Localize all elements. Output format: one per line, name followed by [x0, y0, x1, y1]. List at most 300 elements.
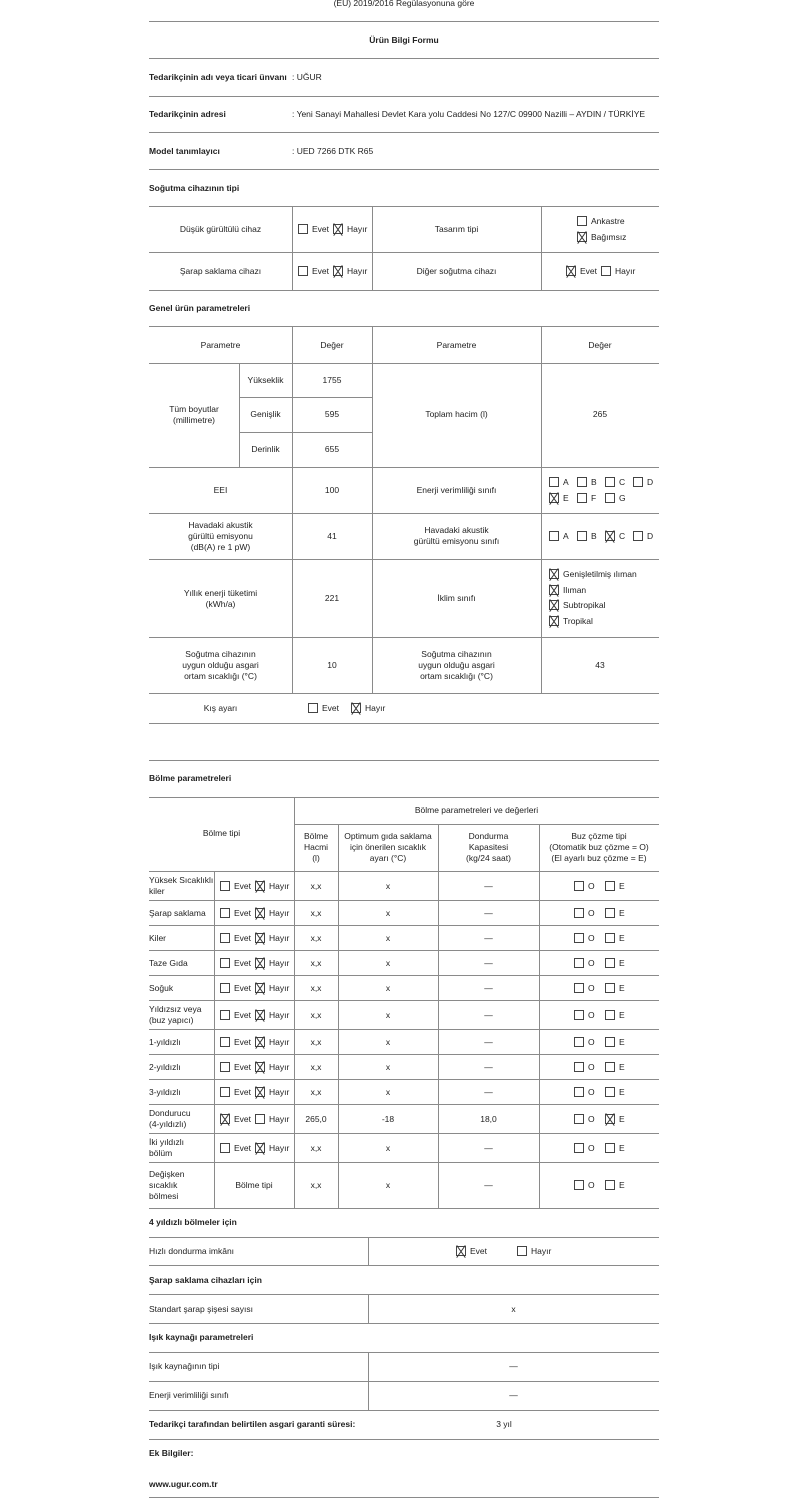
compartment-no-checkbox[interactable]	[255, 881, 265, 891]
defrost-auto-label: O	[588, 1037, 595, 1047]
freestanding-checkbox[interactable]	[577, 232, 587, 242]
annual-energy-label: Yıllık enerji tüketimi	[183, 588, 258, 598]
divider	[149, 363, 659, 364]
class-letter: E	[563, 493, 569, 503]
max-temp-label: uygun olduğu asgari	[418, 660, 495, 670]
no-label: Hayır	[269, 1114, 290, 1124]
compartment-name: Şarap saklama	[149, 908, 206, 918]
max-temp-label: ortam sıcaklığı (°C)	[420, 671, 493, 681]
defrost-manual-checkbox[interactable]	[605, 1087, 615, 1097]
compartment-volume: x,x	[310, 881, 322, 891]
divider	[149, 1162, 659, 1163]
no-label: Hayır	[269, 958, 290, 968]
no-label: Hayır	[615, 266, 636, 276]
defrost-auto-checkbox[interactable]	[574, 1010, 584, 1020]
yes-label: Evet	[234, 1010, 252, 1020]
compartment-freeze-capacity: —	[484, 1143, 493, 1153]
four-star-title: 4 yıldızlı bölmeler için	[149, 1217, 237, 1227]
defrost-manual-checkbox[interactable]	[605, 1062, 615, 1072]
noise-class-label: Havadaki akustik	[424, 525, 489, 535]
col-defrost-header: Buz çözme tipi	[571, 831, 627, 841]
col-volume-header: (l)	[312, 853, 320, 863]
light-class-value: —	[509, 1390, 518, 1400]
defrost-auto-label: O	[588, 1087, 595, 1097]
energy-class-g-checkbox[interactable]	[605, 493, 615, 503]
noise-label: gürültü emisyonu	[188, 531, 253, 541]
class-letter: A	[563, 477, 569, 487]
compartment-yes-checkbox[interactable]	[220, 958, 230, 968]
wine-yes-checkbox[interactable]	[298, 266, 308, 276]
defrost-manual-checkbox[interactable]	[605, 958, 615, 968]
yes-label: Evet	[312, 266, 330, 276]
defrost-auto-label: O	[588, 933, 595, 943]
low-noise-yes-checkbox[interactable]	[298, 224, 308, 234]
compartment-yes-checkbox[interactable]	[220, 1062, 230, 1072]
defrost-auto-checkbox[interactable]	[574, 1114, 584, 1124]
compartment-freeze-capacity: —	[484, 983, 493, 993]
defrost-manual-checkbox[interactable]	[605, 881, 615, 891]
yes-label: Evet	[234, 933, 252, 943]
compartment-yes-checkbox[interactable]	[220, 983, 230, 993]
param-header: Parametre	[436, 340, 477, 350]
noise-class-d-checkbox[interactable]	[633, 531, 643, 541]
yes-label: Evet	[312, 224, 330, 234]
compartment-temp: x	[385, 933, 391, 943]
value-header: Değer	[588, 340, 612, 350]
yes-label: Evet	[470, 1246, 488, 1256]
energy-class-c-checkbox[interactable]	[605, 477, 615, 487]
col-freeze-header: (kg/24 saat)	[466, 853, 511, 863]
total-volume-label: Toplam hacim (l)	[425, 409, 488, 419]
divider	[149, 1352, 659, 1353]
compartment-freeze-capacity: —	[484, 933, 493, 943]
divider	[149, 693, 659, 694]
energy-class-f-checkbox[interactable]	[577, 493, 587, 503]
compartment-volume: x,x	[310, 933, 322, 943]
defrost-auto-checkbox[interactable]	[574, 881, 584, 891]
no-label: Hayır	[365, 703, 386, 713]
defrost-manual-label: E	[619, 958, 625, 968]
yes-label: Evet	[580, 266, 598, 276]
wine-no-checkbox[interactable]	[333, 266, 343, 276]
compartment-no-checkbox[interactable]	[255, 1037, 265, 1047]
climate-temperate-checkbox[interactable]	[549, 585, 559, 595]
divider	[149, 96, 659, 97]
defrost-auto-checkbox[interactable]	[574, 933, 584, 943]
defrost-manual-checkbox[interactable]	[605, 908, 615, 918]
compartment-name: İki yıldızlı	[149, 1137, 184, 1147]
class-letter: D	[647, 531, 654, 541]
model-label: Model tanımlayıcı	[149, 146, 220, 156]
defrost-auto-label: O	[588, 1010, 595, 1020]
depth-value: 655	[324, 444, 340, 454]
compartment-no-checkbox[interactable]	[255, 933, 265, 943]
defrost-manual-label: E	[619, 1180, 625, 1190]
form-title: Ürün Bilgi Formu	[369, 35, 439, 45]
light-class-label: Enerji verimliliği sınıfı	[149, 1390, 229, 1400]
col-defrost-header: (El ayarlı buz çözme = E)	[551, 853, 647, 863]
defrost-manual-checkbox[interactable]	[605, 1180, 615, 1190]
no-label: Hayır	[269, 1037, 290, 1047]
built-in-label: Ankastre	[591, 216, 625, 226]
design-type-label: Tasarım tipi	[434, 224, 479, 234]
compartment-freeze-capacity: —	[484, 1087, 493, 1097]
defrost-auto-label: O	[588, 1062, 595, 1072]
compartment-volume: x,x	[310, 1037, 322, 1047]
winter-setting-label: Kış ayarı	[203, 703, 238, 713]
divider	[149, 1133, 659, 1134]
climate-option-label: Subtropikal	[563, 600, 606, 610]
light-type-label: Işık kaynağının tipi	[149, 1361, 220, 1371]
divider	[149, 1208, 659, 1209]
defrost-auto-checkbox[interactable]	[574, 1143, 584, 1153]
wine-bottles-value: x	[511, 1304, 516, 1314]
compartment-volume: x,x	[310, 1062, 322, 1072]
compartment-no-checkbox[interactable]	[255, 1087, 265, 1097]
regulation-note: (EU) 2019/2016 Regülasyonuna göre	[333, 0, 475, 8]
compartment-temp: x	[385, 1143, 391, 1153]
defrost-manual-checkbox[interactable]	[605, 1010, 615, 1020]
yes-label: Evet	[234, 1037, 252, 1047]
no-label: Hayır	[347, 224, 368, 234]
noise-unit: (dB(A) re 1 pW)	[190, 542, 251, 552]
divider	[149, 1104, 659, 1105]
divider	[149, 326, 659, 327]
compartment-freeze-capacity: —	[484, 908, 493, 918]
min-temp-label: uygun olduğu asgari	[182, 660, 259, 670]
divider	[149, 1237, 659, 1238]
compartment-temp: x	[385, 983, 391, 993]
eei-label: EEI	[213, 485, 228, 495]
divider	[149, 467, 659, 468]
noise-class-label: gürültü emisyonu sınıfı	[413, 536, 500, 546]
energy-class-e-checkbox[interactable]	[549, 493, 559, 503]
defrost-auto-checkbox[interactable]	[574, 1180, 584, 1190]
yes-label: Evet	[234, 1114, 252, 1124]
extra-info-label: Ek Bilgiler:	[149, 1448, 194, 1458]
class-letter: B	[591, 477, 597, 487]
class-letter: C	[619, 477, 626, 487]
compartment-temp: x	[385, 1037, 391, 1047]
climate-option-label: Ilıman	[563, 585, 587, 595]
compartment-type-header: Bölme tipi	[202, 828, 241, 838]
annual-energy-value: 221	[324, 593, 340, 603]
col-temp-header: ayarı (°C)	[369, 853, 407, 863]
fast-freeze-no-checkbox[interactable]	[517, 1246, 527, 1256]
defrost-auto-label: O	[588, 1143, 595, 1153]
divider	[149, 975, 659, 976]
height-value: 1755	[322, 375, 342, 385]
value-header: Değer	[320, 340, 344, 350]
compartment-freeze-capacity: —	[484, 881, 493, 891]
light-type-value: —	[509, 1361, 518, 1371]
compartment-no-checkbox[interactable]	[255, 983, 265, 993]
col-temp-header: için önerilen sıcaklık	[349, 842, 427, 852]
noise-label: Havadaki akustik	[188, 520, 253, 530]
compartment-yes-checkbox[interactable]	[220, 933, 230, 943]
defrost-auto-label: O	[588, 1114, 595, 1124]
divider	[149, 58, 659, 59]
min-temp-value: 10	[327, 660, 337, 670]
yes-label: Evet	[234, 908, 252, 918]
compartment-name: kiler	[149, 886, 165, 896]
divider	[372, 206, 373, 290]
compartment-volume: 265,0	[305, 1114, 327, 1124]
compartment-freeze-capacity: 18,0	[480, 1114, 497, 1124]
defrost-manual-label: E	[619, 983, 625, 993]
compartment-name: Taze Gıda	[149, 958, 188, 968]
col-volume-header: Bölme	[303, 831, 329, 841]
compartment-yes-checkbox[interactable]	[220, 1114, 230, 1124]
height-label: Yükseklik	[247, 375, 284, 385]
no-label: Hayır	[531, 1246, 552, 1256]
divider	[149, 1054, 659, 1055]
defrost-auto-checkbox[interactable]	[574, 1087, 584, 1097]
divider	[149, 1323, 659, 1324]
class-letter: C	[619, 531, 626, 541]
noise-class-c-checkbox[interactable]	[605, 531, 615, 541]
climate-extended-temperate-checkbox[interactable]	[549, 569, 559, 579]
compartment-freeze-capacity: —	[484, 1037, 493, 1047]
compartment-volume: x,x	[310, 908, 322, 918]
defrost-auto-checkbox[interactable]	[574, 958, 584, 968]
divider	[149, 169, 659, 170]
compartment-name: bölüm	[149, 1148, 173, 1158]
compartments-title: Bölme parametreleri	[149, 773, 232, 783]
energy-class-d-checkbox[interactable]	[633, 477, 643, 487]
wine-storage-label: Şarap saklama cihazı	[179, 266, 262, 276]
col-volume-header: Hacmi	[303, 842, 329, 852]
divider	[292, 206, 293, 290]
fast-freeze-yes-checkbox[interactable]	[456, 1246, 466, 1256]
compartment-temp: x	[385, 908, 391, 918]
noise-class-a-checkbox[interactable]	[549, 531, 559, 541]
built-in-checkbox[interactable]	[577, 216, 587, 226]
compartment-name: Dondurucu	[149, 1108, 191, 1118]
compartment-name: Değişken	[149, 1169, 185, 1179]
climate-option-label: Tropikal	[563, 616, 593, 626]
defrost-auto-checkbox[interactable]	[574, 983, 584, 993]
defrost-manual-label: E	[619, 1114, 625, 1124]
defrost-manual-label: E	[619, 1062, 625, 1072]
divider	[149, 1029, 659, 1030]
defrost-manual-checkbox[interactable]	[605, 983, 615, 993]
divider	[149, 797, 659, 798]
no-label: Hayır	[269, 933, 290, 943]
compartment-group-header: Bölme parametreleri ve değerleri	[414, 805, 539, 815]
compartment-no-checkbox[interactable]	[255, 1010, 265, 1020]
climate-tropical-checkbox[interactable]	[549, 616, 559, 626]
divider	[149, 513, 659, 514]
compartment-freeze-capacity: —	[484, 1180, 493, 1190]
class-letter: B	[591, 531, 597, 541]
appliance-type-title: Soğutma cihazının tipi	[149, 183, 240, 193]
defrost-auto-label: O	[588, 881, 595, 891]
divider	[149, 1439, 659, 1440]
model-value: : UED 7266 DTK R65	[292, 146, 374, 156]
no-label: Hayır	[269, 1010, 290, 1020]
compartment-no-checkbox[interactable]	[255, 958, 265, 968]
divider	[149, 1294, 659, 1295]
width-value: 595	[324, 409, 340, 419]
compartment-freeze-capacity: —	[484, 1062, 493, 1072]
fast-freeze-label: Hızlı dondurma imkânı	[149, 1246, 235, 1256]
other-no-checkbox[interactable]	[601, 266, 611, 276]
defrost-auto-label: O	[588, 958, 595, 968]
supplier-name-value: : UĞUR	[292, 72, 322, 82]
winter-yes-checkbox[interactable]	[308, 703, 318, 713]
defrost-auto-checkbox[interactable]	[574, 908, 584, 918]
divider	[149, 1079, 659, 1080]
compartment-name: Kiler	[149, 933, 167, 943]
defrost-manual-label: E	[619, 1010, 625, 1020]
climate-class-label: İklim sınıfı	[437, 593, 476, 603]
no-label: Hayır	[347, 266, 368, 276]
yes-label: Evet	[234, 1143, 252, 1153]
compartment-yes-checkbox[interactable]	[220, 881, 230, 891]
compartment-no-checkbox[interactable]	[255, 1143, 265, 1153]
noise-value: 41	[327, 531, 337, 541]
min-temp-label: Soğutma cihazının	[185, 649, 256, 659]
defrost-manual-checkbox[interactable]	[605, 1143, 615, 1153]
compartment-temp: x	[385, 1010, 391, 1020]
light-section-title: Işık kaynağı parametreleri	[149, 1332, 254, 1342]
class-letter: A	[563, 531, 569, 541]
compartment-name: (buz yapıcı)	[149, 1015, 194, 1025]
compartment-volume: x,x	[310, 1143, 322, 1153]
compartment-freeze-capacity: —	[484, 958, 493, 968]
defrost-manual-checkbox[interactable]	[605, 933, 615, 943]
compartment-volume: x,x	[310, 1010, 322, 1020]
divider	[149, 950, 659, 951]
noise-class-b-checkbox[interactable]	[577, 531, 587, 541]
yes-label: Evet	[234, 958, 252, 968]
divider	[149, 559, 659, 560]
supplier-address-label: Tedarikçinin adresi	[149, 109, 226, 119]
divider	[294, 824, 659, 825]
no-label: Hayır	[269, 1087, 290, 1097]
compartment-no-checkbox[interactable]	[255, 1062, 265, 1072]
dimensions-label: Tüm boyutlar	[169, 404, 219, 414]
warranty-label: Tedarikçi tarafından belirtilen asgari garanti süresi:	[149, 1419, 356, 1429]
defrost-auto-label: O	[588, 908, 595, 918]
defrost-auto-checkbox[interactable]	[574, 1037, 584, 1047]
low-noise-no-checkbox[interactable]	[333, 224, 343, 234]
divider	[149, 760, 659, 761]
compartment-temp: x	[385, 1087, 391, 1097]
defrost-manual-label: E	[619, 908, 625, 918]
defrost-auto-label: O	[588, 1180, 595, 1190]
compartment-name: 1-yıldızlı	[149, 1037, 181, 1047]
defrost-auto-checkbox[interactable]	[574, 1062, 584, 1072]
compartment-temp: x	[385, 958, 391, 968]
annual-energy-unit: (kWh/a)	[205, 599, 236, 609]
yes-label: Evet	[234, 1062, 252, 1072]
compartment-yes-checkbox[interactable]	[220, 1087, 230, 1097]
energy-class-a-checkbox[interactable]	[549, 477, 559, 487]
yes-label: Evet	[234, 881, 252, 891]
compartment-volume: x,x	[310, 1087, 322, 1097]
no-label: Hayır	[269, 1143, 290, 1153]
website-link[interactable]: www.ugur.com.tr	[149, 1479, 218, 1489]
compartment-yes-checkbox[interactable]	[220, 1143, 230, 1153]
divider	[149, 1497, 659, 1498]
compartment-volume: x,x	[310, 958, 322, 968]
divider	[539, 824, 540, 1208]
compartment-no-checkbox[interactable]	[255, 1114, 265, 1124]
divider	[368, 1237, 369, 1265]
divider	[239, 397, 372, 398]
compartment-name: Yıldızsız veya	[149, 1004, 202, 1014]
climate-subtropical-checkbox[interactable]	[549, 600, 559, 610]
divider	[149, 252, 659, 253]
defrost-auto-label: O	[588, 983, 595, 993]
divider	[149, 1265, 659, 1266]
divider	[541, 206, 542, 290]
no-label: Hayır	[269, 908, 290, 918]
compartment-yes-checkbox[interactable]	[220, 1010, 230, 1020]
divider	[149, 1381, 659, 1382]
defrost-manual-label: E	[619, 933, 625, 943]
other-appliance-label: Diğer soğutma cihazı	[416, 266, 497, 276]
col-temp-header: Optimum gıda saklama	[344, 831, 432, 841]
no-label: Hayır	[269, 983, 290, 993]
compartment-yes-checkbox[interactable]	[220, 1037, 230, 1047]
compartment-yes-checkbox[interactable]	[220, 908, 230, 918]
supplier-address-value: : Yeni Sanayi Mahallesi Devlet Kara yolu Caddesi No 127/C 09900 Nazilli – AYDIN / TÜRKİYE	[292, 109, 646, 119]
compartment-freeze-capacity: —	[484, 1010, 493, 1020]
other-yes-checkbox[interactable]	[566, 266, 576, 276]
col-defrost-header: (Otomatik buz çözme = O)	[549, 842, 649, 852]
wine-bottles-label: Standart şarap şişesi sayısı	[149, 1304, 253, 1314]
warranty-value: 3 yıl	[496, 1419, 512, 1429]
min-temp-label: ortam sıcaklığı (°C)	[184, 671, 257, 681]
divider	[149, 132, 659, 133]
col-freeze-header: Kapasitesi	[468, 842, 509, 852]
yes-label: Evet	[234, 983, 252, 993]
yes-label: Evet	[322, 703, 340, 713]
compartment-name: sıcaklık	[149, 1180, 178, 1190]
defrost-manual-label: E	[619, 1143, 625, 1153]
class-letter: G	[619, 493, 626, 503]
divider	[149, 900, 659, 901]
compartment-name: Soğuk	[149, 983, 174, 993]
divider	[149, 290, 659, 291]
supplier-name-label: Tedarikçinin adı veya ticari ünvanı	[149, 72, 287, 82]
compartment-name: bölmesi	[149, 1191, 179, 1201]
defrost-manual-checkbox[interactable]	[605, 1037, 615, 1047]
param-header: Parametre	[200, 340, 241, 350]
divider	[149, 1000, 659, 1001]
divider	[149, 637, 659, 638]
divider	[149, 206, 659, 207]
divider	[149, 723, 659, 724]
max-temp-value: 43	[595, 660, 605, 670]
defrost-manual-label: E	[619, 881, 625, 891]
total-volume-value: 265	[592, 409, 608, 419]
wine-section-title: Şarap saklama cihazları için	[149, 1275, 262, 1285]
compartment-name: 3-yıldızlı	[149, 1087, 181, 1097]
defrost-manual-checkbox[interactable]	[605, 1114, 615, 1124]
compartment-no-checkbox[interactable]	[255, 908, 265, 918]
width-label: Genişlik	[250, 409, 281, 419]
compartment-type-text: Bölme tipi	[235, 1180, 273, 1190]
winter-no-checkbox[interactable]	[351, 703, 361, 713]
energy-class-b-checkbox[interactable]	[577, 477, 587, 487]
divider	[149, 925, 659, 926]
compartment-temp: x	[385, 881, 391, 891]
compartment-temp: -18	[381, 1114, 395, 1124]
